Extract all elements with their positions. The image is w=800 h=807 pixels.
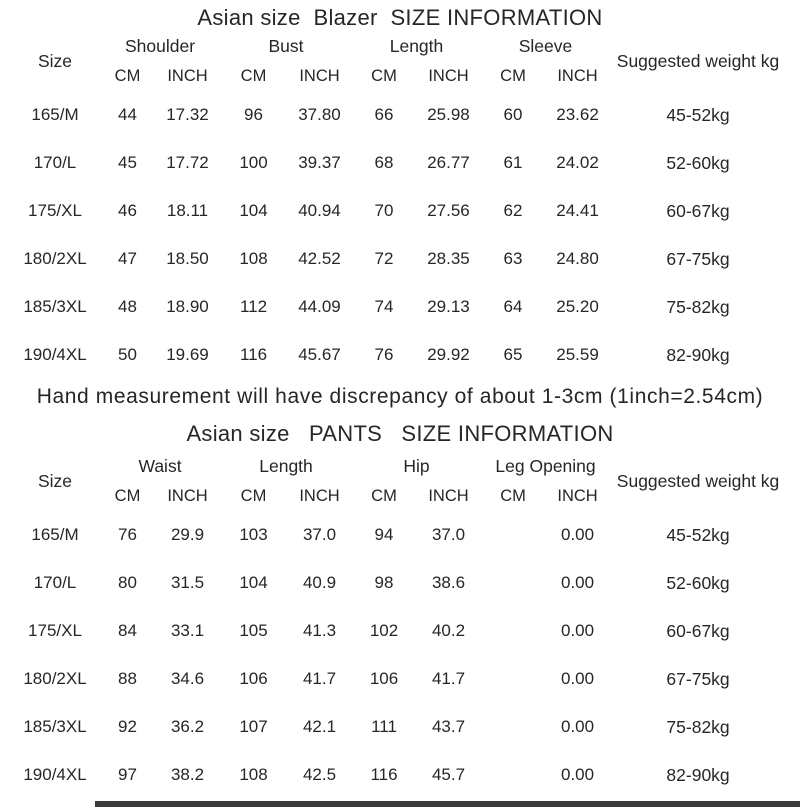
unit-header-cm: CM — [371, 486, 397, 505]
measurement-note: Hand measurement will have discrepancy of about 1-3cm (1inch=2.54cm) — [36, 385, 764, 408]
value-cell: 25.98 — [427, 105, 470, 124]
size-cell: 185/3XL — [23, 717, 87, 736]
unit-header-inch: INCH — [428, 66, 469, 85]
weight-column-header: Suggested weight kg — [616, 471, 780, 491]
value-cell: 97 — [118, 765, 137, 784]
value-cell: 19.69 — [166, 345, 209, 364]
value-cell: 88 — [118, 669, 137, 688]
unit-header-cm: CM — [500, 486, 526, 505]
size-cell: 175/XL — [28, 621, 82, 640]
value-cell: 104 — [239, 573, 268, 592]
value-cell: 102 — [369, 621, 399, 640]
pants-size-table — [0, 452, 800, 799]
table-row — [0, 139, 800, 187]
value-cell: 92 — [118, 717, 137, 736]
size-cell: 165/M — [31, 525, 79, 544]
value-cell: 29.13 — [427, 297, 470, 316]
value-cell: 98 — [374, 573, 394, 592]
size-cell: 190/4XL — [23, 765, 87, 784]
value-cell: 80 — [118, 573, 137, 592]
size-column-header: Size — [37, 51, 73, 71]
value-cell — [481, 511, 545, 559]
group-header-waist: Waist — [138, 456, 182, 476]
value-cell: 47 — [118, 249, 137, 268]
value-cell: 63 — [503, 249, 523, 268]
unit-header-inch: INCH — [299, 66, 340, 85]
value-cell: 41.7 — [431, 669, 466, 688]
value-cell: 41.7 — [302, 669, 337, 688]
unit-header-cm: CM — [114, 66, 141, 85]
size-cell: 170/L — [33, 153, 77, 172]
value-cell: 76 — [374, 345, 394, 364]
size-cell: 180/2XL — [23, 669, 87, 688]
value-cell: 27.56 — [427, 201, 470, 220]
value-cell: 38.6 — [431, 573, 466, 592]
unit-header-cm: CM — [240, 486, 267, 505]
value-cell: 70 — [374, 201, 394, 220]
unit-header-inch: INCH — [299, 486, 340, 505]
value-cell: 108 — [239, 765, 268, 784]
value-cell: 40.2 — [431, 621, 466, 640]
pants-header-row — [0, 452, 800, 481]
weight-cell: 60-67kg — [666, 200, 730, 221]
weight-cell: 75-82kg — [666, 716, 730, 737]
unit-header-inch: INCH — [428, 486, 469, 505]
value-cell: 42.1 — [302, 717, 337, 736]
value-cell: 100 — [239, 153, 268, 172]
table-row — [0, 331, 800, 379]
weight-cell: 52-60kg — [666, 152, 730, 173]
group-header-shoulder: Shoulder — [124, 36, 196, 56]
value-cell: 45 — [118, 153, 137, 172]
unit-header-cm: CM — [500, 66, 526, 85]
value-cell: 28.35 — [427, 249, 470, 268]
weight-cell: 67-75kg — [666, 248, 730, 269]
group-header-sleeve: Sleeve — [518, 36, 573, 56]
value-cell: 42.52 — [298, 249, 341, 268]
value-cell: 44.09 — [298, 297, 341, 316]
value-cell: 48 — [118, 297, 137, 316]
value-cell: 23.62 — [556, 105, 599, 124]
value-cell: 39.37 — [298, 153, 341, 172]
value-cell: 24.41 — [556, 201, 599, 220]
table-row — [0, 187, 800, 235]
value-cell: 84 — [118, 621, 137, 640]
value-cell: 68 — [374, 153, 394, 172]
group-header-length: Length — [259, 456, 313, 476]
size-cell: 180/2XL — [23, 249, 87, 268]
value-cell: 36.2 — [170, 717, 205, 736]
value-cell: 25.20 — [556, 297, 599, 316]
value-cell: 60 — [503, 105, 523, 124]
unit-header-cm: CM — [114, 486, 141, 505]
pants-table-title: Asian size PANTS SIZE INFORMATION — [186, 421, 614, 446]
size-cell: 165/M — [31, 105, 79, 124]
value-cell: 0.00 — [560, 525, 595, 544]
table-row — [0, 655, 800, 703]
value-cell: 111 — [371, 717, 397, 736]
value-cell: 0.00 — [560, 717, 595, 736]
value-cell: 38.2 — [170, 765, 205, 784]
group-header-bust: Bust — [268, 36, 304, 56]
value-cell: 24.02 — [556, 153, 599, 172]
value-cell: 43.7 — [431, 717, 466, 736]
value-cell: 76 — [118, 525, 137, 544]
table-row — [0, 235, 800, 283]
value-cell: 18.50 — [166, 249, 209, 268]
value-cell: 18.90 — [166, 297, 209, 316]
value-cell: 106 — [369, 669, 399, 688]
blazer-table-title: Asian size Blazer SIZE INFORMATION — [197, 5, 603, 30]
value-cell: 26.77 — [427, 153, 470, 172]
value-cell: 29.92 — [427, 345, 470, 364]
value-cell: 24.80 — [556, 249, 599, 268]
blazer-header-row — [0, 32, 800, 61]
value-cell: 74 — [374, 297, 394, 316]
value-cell: 29.9 — [170, 525, 205, 544]
value-cell: 0.00 — [560, 573, 595, 592]
size-column-header: Size — [37, 471, 73, 491]
value-cell: 108 — [239, 249, 268, 268]
unit-header-cm: CM — [240, 66, 267, 85]
value-cell: 50 — [118, 345, 137, 364]
weight-cell: 82-90kg — [666, 344, 730, 365]
table-row — [0, 559, 800, 607]
value-cell: 0.00 — [560, 621, 595, 640]
value-cell: 31.5 — [170, 573, 205, 592]
value-cell: 41.3 — [302, 621, 337, 640]
value-cell: 64 — [503, 297, 523, 316]
weight-cell: 52-60kg — [666, 572, 730, 593]
value-cell: 107 — [239, 717, 268, 736]
weight-cell: 45-52kg — [666, 524, 730, 545]
weight-cell: 75-82kg — [666, 296, 730, 317]
value-cell: 116 — [239, 345, 268, 364]
value-cell: 112 — [239, 297, 268, 316]
value-cell: 37.0 — [302, 525, 337, 544]
unit-header-inch: INCH — [167, 66, 208, 85]
value-cell: 104 — [239, 201, 268, 220]
value-cell — [481, 703, 545, 751]
table-row — [0, 91, 800, 139]
value-cell: 45.67 — [298, 345, 341, 364]
value-cell: 66 — [374, 105, 394, 124]
value-cell: 40.9 — [302, 573, 337, 592]
group-header-hip: Hip — [403, 456, 430, 476]
value-cell: 94 — [374, 525, 394, 544]
value-cell: 40.94 — [298, 201, 341, 220]
table-row — [0, 511, 800, 559]
value-cell — [481, 751, 545, 799]
weight-cell: 67-75kg — [666, 668, 730, 689]
size-cell: 170/L — [33, 573, 77, 592]
value-cell: 106 — [239, 669, 268, 688]
unit-header-cm: CM — [371, 66, 397, 85]
value-cell — [481, 655, 545, 703]
table-row — [0, 751, 800, 799]
value-cell: 37.0 — [431, 525, 466, 544]
weight-cell: 82-90kg — [666, 764, 730, 785]
weight-cell: 60-67kg — [666, 620, 730, 641]
value-cell: 0.00 — [560, 765, 595, 784]
value-cell: 46 — [118, 201, 137, 220]
value-cell: 0.00 — [560, 669, 595, 688]
value-cell: 25.59 — [556, 345, 599, 364]
value-cell: 42.5 — [302, 765, 337, 784]
size-cell: 185/3XL — [23, 297, 87, 316]
size-information-sheet — [0, 4, 800, 807]
unit-header-inch: INCH — [557, 66, 598, 85]
value-cell: 65 — [503, 345, 523, 364]
value-cell: 62 — [503, 201, 523, 220]
value-cell: 37.80 — [298, 105, 341, 124]
value-cell: 116 — [370, 765, 398, 784]
size-cell: 175/XL — [28, 201, 82, 220]
value-cell: 72 — [374, 249, 394, 268]
group-header-length: Length — [389, 36, 444, 56]
value-cell: 33.1 — [170, 621, 205, 640]
value-cell: 61 — [503, 153, 523, 172]
unit-header-inch: INCH — [167, 486, 208, 505]
value-cell: 105 — [239, 621, 268, 640]
table-row — [0, 607, 800, 655]
table-row — [0, 703, 800, 751]
weight-cell: 45-52kg — [666, 104, 730, 125]
blazer-size-table — [0, 32, 800, 379]
value-cell: 34.6 — [170, 669, 205, 688]
value-cell: 44 — [118, 105, 137, 124]
value-cell — [481, 607, 545, 655]
bottom-dark-bar — [95, 801, 800, 807]
value-cell: 96 — [244, 105, 263, 124]
value-cell: 18.11 — [166, 201, 209, 220]
unit-header-inch: INCH — [557, 486, 598, 505]
table-row — [0, 283, 800, 331]
value-cell: 103 — [239, 525, 268, 544]
size-cell: 190/4XL — [23, 345, 87, 364]
group-header-leg-opening: Leg Opening — [495, 456, 596, 476]
weight-column-header: Suggested weight kg — [616, 51, 780, 71]
value-cell: 17.72 — [166, 153, 209, 172]
value-cell — [481, 559, 545, 607]
value-cell: 45.7 — [431, 765, 466, 784]
value-cell: 17.32 — [166, 105, 209, 124]
